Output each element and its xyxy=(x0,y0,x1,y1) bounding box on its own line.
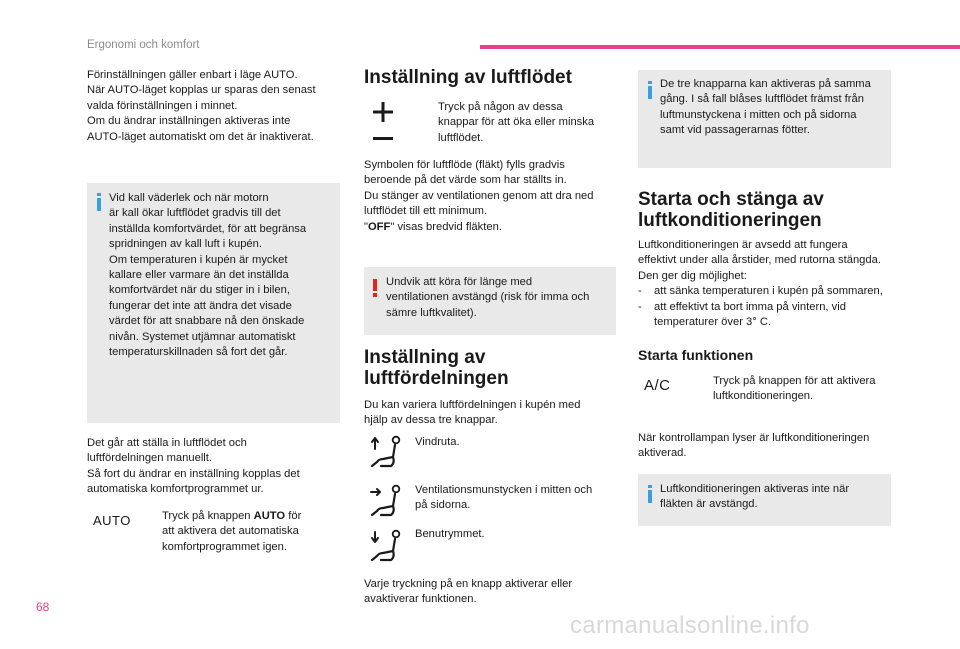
info-line: Vid kall väderlek och när motorn xyxy=(109,192,269,204)
info-icon xyxy=(646,485,654,508)
ac-benefits-list xyxy=(638,284,898,330)
airflow-line: luftflödet. xyxy=(438,131,484,144)
para-line: automatiska komfortprogrammet ur. xyxy=(87,483,264,496)
auto-text-line: komfortprogrammet igen. xyxy=(162,540,287,553)
info-line: spridningen av kall luft i kupén. xyxy=(109,238,262,251)
info-line: luftmunstyckena i mitten och på sidorna xyxy=(660,108,857,121)
option-line: Benutrymmet. xyxy=(415,528,485,540)
airflow-line: knappar för att öka eller minska xyxy=(438,116,595,129)
distribution-heading-line2: luftfördelningen xyxy=(364,368,509,389)
info-line: Luftkonditioneringen aktiveras inte när xyxy=(660,483,850,495)
para-line: När kontrollampan lyser är luftkonditioneringen xyxy=(638,432,870,444)
para-line: hjälp av dessa tre knappar. xyxy=(364,414,498,427)
ac-paragraph xyxy=(638,238,898,330)
para-line: Den ger dig möjlighet: xyxy=(638,269,747,282)
warn-line: sämre luftkvalitet). xyxy=(386,306,477,319)
para-line: luftflödet till ett minimum. xyxy=(364,205,488,218)
auto-instruction xyxy=(162,509,342,555)
distribution-paragraph xyxy=(364,398,624,429)
left-intro xyxy=(87,68,347,145)
warn-line: Undvik att köra för länge med xyxy=(386,276,533,288)
option-line: på sidorna. xyxy=(415,499,471,512)
list-item: - att sänka temperaturen i kupén på sommaren, xyxy=(638,285,883,298)
off-rest: " visas bredvid fläkten. xyxy=(390,220,502,233)
off-quote: " xyxy=(364,220,368,233)
para-line: luftfördelningen manuellt. xyxy=(87,452,213,465)
intro-line: När AUTO-läget kopplas ur sparas den senast xyxy=(87,84,316,97)
info-line: nivån. Systemet utjämnar automatiskt xyxy=(109,330,296,343)
info-line: komfortvärdet när du stiger in i bilen, xyxy=(109,284,290,297)
para-line: Så fort du ändrar en inställning kopplas det xyxy=(87,467,300,480)
page-number: 68 xyxy=(36,600,50,614)
distribution-heading-line1: Inställning av xyxy=(364,347,486,368)
airflow-heading: Inställning av luftflödet xyxy=(364,67,572,88)
para-line: avaktiverar funktionen. xyxy=(364,593,477,606)
watermark: carmanualsonline.info xyxy=(570,612,810,639)
distribution-footer-paragraph xyxy=(364,577,624,608)
lamp-paragraph xyxy=(638,431,898,462)
auto-text-post: för xyxy=(285,510,302,522)
airflow-line: Tryck på någon av dessa xyxy=(438,101,563,113)
info-line: är kall ökar luftflödet gradvis till det xyxy=(109,207,281,220)
info-line: gång. I så fall blåses luftflödet främst från xyxy=(660,93,864,106)
para-line: Luftkonditioneringen är avsedd att fungera xyxy=(638,239,848,251)
warn-line: ventilationen avstängd (risk för imma och xyxy=(386,291,590,304)
vents-icon xyxy=(369,484,403,523)
ac-heading-line1: Starta och stänga av xyxy=(638,189,824,210)
info-line: inställda komfortvärdet, för att begränsa xyxy=(109,222,307,235)
list-item: - att effektivt ta bort imma på vintern, vid temperaturer över 3° C. xyxy=(638,300,846,329)
info-box-fan-off xyxy=(638,474,891,526)
para-line: Du kan variera luftfördelningen i kupén med xyxy=(364,399,581,411)
intro-line: Förinställningen gäller enbart i läge AUTO. xyxy=(87,69,298,81)
auto-text-line: att aktivera det automatiska xyxy=(162,525,299,538)
header-accent-bar xyxy=(480,45,960,49)
para-line: Symbolen för luftflöde (fläkt) fylls gradvis xyxy=(364,159,565,171)
windscreen-icon xyxy=(369,435,403,474)
para-line: Varje tryckning på en knapp aktiverar eller xyxy=(364,578,573,590)
minus-icon xyxy=(373,131,393,146)
auto-text-pre: Tryck på knappen xyxy=(162,510,254,522)
ac-line: luftkonditioneringen. xyxy=(713,390,814,403)
info-line: temperaturskillnaden så fort det går. xyxy=(109,346,288,359)
auto-text-bold: AUTO xyxy=(253,510,286,522)
info-line: värdet för att snabbare nå den önskade xyxy=(109,315,305,328)
info-icon xyxy=(646,81,654,104)
auto-button-symbol: AUTO xyxy=(93,513,131,528)
option-line: Vindruta. xyxy=(415,436,460,448)
info-line: De tre knapparna kan aktiveras på samma xyxy=(660,78,871,90)
intro-line: valda förinställningen i minnet. xyxy=(87,99,238,112)
ac-instruction xyxy=(713,374,898,405)
info-line: Om temperaturen i kupén är mycket xyxy=(109,253,288,266)
off-label: OFF xyxy=(367,220,391,233)
option-line: Ventilationsmunstycken i mitten och xyxy=(415,484,593,496)
warning-box-ventilation xyxy=(364,267,616,335)
ac-line: Tryck på knappen för att aktivera xyxy=(713,375,876,387)
para-line: aktiverad. xyxy=(638,447,687,460)
footwell-icon xyxy=(369,529,403,568)
para-line: beroende på det värde som har ställts in. xyxy=(364,174,567,187)
info-line: fläkten är avstängd. xyxy=(660,498,758,511)
info-box-cold-weather xyxy=(87,183,340,423)
distribution-heading xyxy=(364,347,624,389)
section-header: Ergonomi och komfort xyxy=(87,39,200,51)
option-footwell-text xyxy=(415,527,615,542)
manual-settings-paragraph xyxy=(87,436,347,498)
option-vents-text xyxy=(415,483,625,514)
ac-button-symbol: A/C xyxy=(644,377,671,394)
ac-heading-line2: luftkonditioneringen xyxy=(638,210,822,231)
info-line: samt vid passagerarnas fötter. xyxy=(660,124,810,137)
airflow-instruction xyxy=(438,100,618,146)
ac-heading xyxy=(638,189,898,231)
info-icon xyxy=(95,193,103,216)
option-windscreen-text xyxy=(415,435,615,450)
para-line: Det går att ställa in luftflödet och xyxy=(87,437,247,449)
start-function-heading: Starta funktionen xyxy=(638,347,754,363)
info-line: kallare eller varmare än det inställda xyxy=(109,269,289,282)
para-line: effektivt under alla årstider, med rutorna stängda. xyxy=(638,254,881,267)
intro-line: AUTO-läget automatiskt om det är inaktiverat. xyxy=(87,130,314,143)
para-line: Du stänger av ventilationen genom att dra ned xyxy=(364,189,594,202)
info-line: fungerar det inte att ändra det visade xyxy=(109,299,292,312)
airflow-paragraph xyxy=(364,158,624,235)
plus-icon xyxy=(373,102,393,127)
intro-line: Om du ändrar inställningen aktiveras inte xyxy=(87,115,291,128)
info-box-three-buttons xyxy=(638,70,891,168)
warning-icon xyxy=(372,279,378,302)
